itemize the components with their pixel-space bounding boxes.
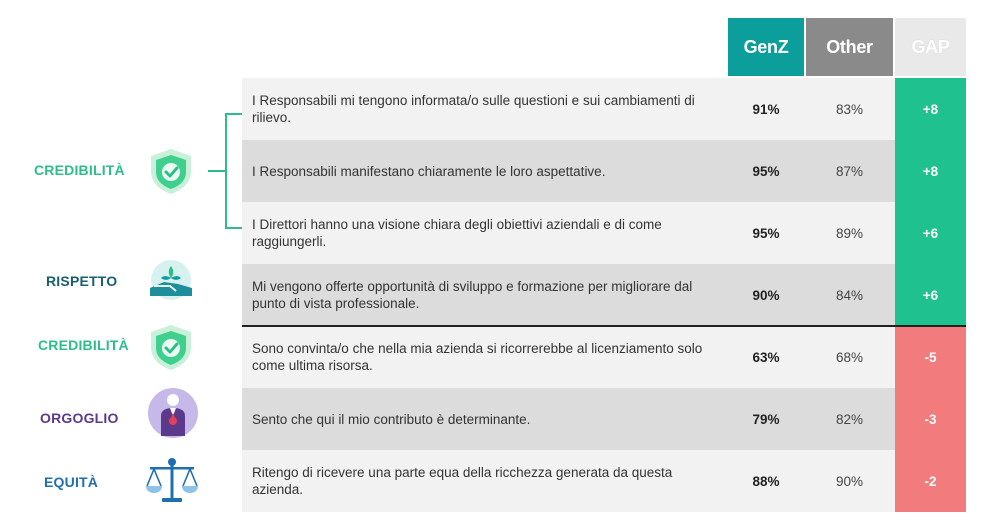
statement-text: I Responsabili mi tengono informata/o sulle questioni e sui cambiamenti di rilievo. bbox=[252, 93, 695, 125]
genz-value: 95% bbox=[752, 163, 780, 179]
table-row bbox=[242, 78, 966, 140]
table-row bbox=[242, 326, 966, 388]
gap-value: -2 bbox=[895, 450, 966, 512]
table-row bbox=[242, 264, 966, 326]
statement-text: I Responsabili manifestano chiaramente le loro aspettative. bbox=[252, 163, 606, 179]
statement-text: Mi vengono offerte opportunità di sviluppo e formazione per migliorare dal punto di vista professionale. bbox=[252, 279, 693, 311]
statement-text: Sento che qui il mio contributo è determinante. bbox=[252, 411, 531, 427]
gap-value: +8 bbox=[895, 140, 966, 202]
category-label-orgoglio: ORGOGLIO bbox=[40, 410, 119, 426]
gap-value: -3 bbox=[895, 388, 966, 450]
shield-check-icon bbox=[146, 322, 196, 372]
gap-value: -5 bbox=[895, 326, 966, 388]
scales-icon bbox=[144, 456, 200, 506]
category-label-credibilita: CREDIBILITÀ bbox=[34, 162, 125, 178]
table-row bbox=[242, 202, 966, 264]
genz-value: 63% bbox=[752, 349, 780, 365]
section-divider bbox=[242, 325, 966, 327]
genz-value: 95% bbox=[752, 225, 780, 241]
genz-value: 91% bbox=[752, 101, 780, 117]
other-value: 68% bbox=[835, 349, 864, 365]
gap-value: +6 bbox=[895, 264, 966, 326]
gap-value: +6 bbox=[895, 202, 966, 264]
other-value: 83% bbox=[835, 101, 864, 117]
category-label-equita: EQUITÀ bbox=[44, 474, 99, 490]
other-value: 84% bbox=[835, 287, 864, 303]
genz-value: 90% bbox=[752, 287, 780, 303]
other-value: 89% bbox=[835, 225, 864, 241]
other-value: 90% bbox=[835, 473, 864, 489]
genz-value: 88% bbox=[752, 473, 780, 489]
category-label-credibilita: CREDIBILITÀ bbox=[38, 337, 129, 353]
shield-check-icon bbox=[146, 146, 196, 196]
gap-value: +8 bbox=[895, 78, 966, 140]
group-bracket bbox=[204, 112, 244, 230]
other-value: 82% bbox=[835, 411, 864, 427]
table-row bbox=[242, 450, 966, 512]
column-header-gap: GAP bbox=[895, 18, 966, 76]
hands-plant-icon bbox=[144, 258, 198, 302]
statement-text: Sono convinta/o che nella mia azienda si ricorrerebbe al licenziamento solo come ultima risorsa. bbox=[252, 341, 703, 373]
table-row bbox=[242, 140, 966, 202]
category-label-rispetto: RISPETTO bbox=[46, 273, 118, 289]
column-header-genz: GenZ bbox=[728, 18, 804, 76]
statement-text: I Direttori hanno una visione chiara degli obiettivi aziendali e di come raggiungerli. bbox=[252, 217, 662, 249]
person-medal-icon bbox=[146, 386, 200, 440]
statement-text: Ritengo di ricevere una parte equa della ricchezza generata da questa azienda. bbox=[252, 465, 673, 497]
table-row bbox=[242, 388, 966, 450]
genz-value: 79% bbox=[752, 411, 780, 427]
other-value: 87% bbox=[835, 163, 864, 179]
column-header-other: Other bbox=[806, 18, 893, 76]
